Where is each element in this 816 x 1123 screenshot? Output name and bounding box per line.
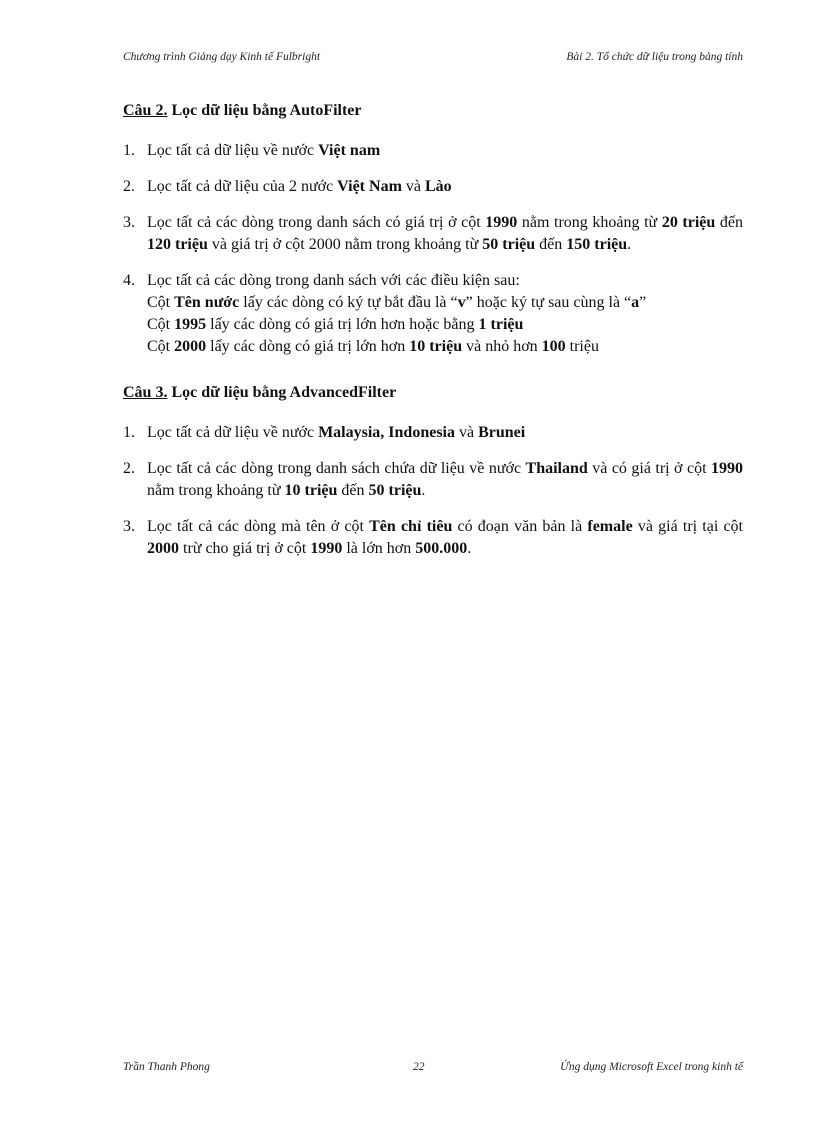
text-run: đến [535, 236, 567, 253]
bold-text: Tên nước [174, 294, 240, 311]
text-run: và [455, 424, 479, 441]
list-item [123, 422, 743, 444]
list-item-number: 2. [123, 178, 135, 195]
section-2-heading [123, 100, 743, 122]
bold-text: Malaysia, Indonesia [318, 424, 455, 441]
text-run: Cột [147, 338, 175, 355]
list-item-number: 3. [123, 214, 135, 231]
section-3-label: Câu 3. [123, 384, 168, 401]
section-2-title: Lọc dữ liệu bằng AutoFilter [167, 102, 362, 119]
list-item-number: 1. [123, 424, 135, 441]
running-header [123, 51, 743, 67]
text-run: và giá trị ở cột 2000 nằm trong khoảng từ [207, 236, 483, 253]
header-course-title: Chương trình Giảng dạy Kinh tế Fulbright [123, 51, 321, 63]
text-run: Cột [147, 294, 175, 311]
text-run: nằm trong khoảng từ [147, 482, 285, 499]
list-item-number: 3. [123, 518, 135, 535]
bold-text: 500.000 [415, 540, 468, 557]
bold-text: 1990 [310, 540, 343, 557]
text-run: . [421, 482, 426, 499]
list-item [123, 270, 743, 358]
text-run: . [627, 236, 632, 253]
list-item [123, 140, 743, 162]
section-3-heading [123, 382, 743, 404]
text-run: Lọc tất cả các dòng trong danh sách có giá trị ở cột [147, 214, 486, 231]
section-3-list [123, 422, 743, 560]
bold-text: 120 triệu [147, 236, 208, 253]
bold-text: 1995 [174, 316, 207, 333]
bold-text: 10 triệu [284, 482, 338, 499]
text-run: trừ cho giá trị ở cột [179, 540, 311, 557]
bold-text: Tên chỉ tiêu [369, 518, 453, 535]
text-run: lấy các dòng có giá trị lớn hơn [206, 338, 410, 355]
bold-text: v [457, 294, 466, 311]
bold-text: 20 triệu [661, 214, 716, 231]
text-run: là lớn hơn [342, 540, 416, 557]
text-run: và nhỏ hơn [462, 338, 542, 355]
text-run: Lọc tất cả dữ liệu về nước [147, 142, 319, 159]
bold-text: female [587, 518, 633, 535]
footer-author: Trần Thanh Phong [123, 1061, 210, 1073]
text-run: . [467, 540, 472, 557]
section-2-label: Câu 2. [123, 102, 168, 119]
bold-text: Brunei [478, 424, 526, 441]
list-item [123, 458, 743, 502]
text-run: nằm trong khoảng từ [517, 214, 662, 231]
page-number: 22 [413, 1061, 425, 1073]
list-item [123, 516, 743, 560]
header-lesson-title: Bài 2. Tổ chức dữ liệu trong bảng tính [566, 51, 743, 63]
bold-text: 150 triệu [566, 236, 628, 253]
text-run: lấy các dòng có giá trị lớn hơn hoặc bằng [206, 316, 479, 333]
section-3-title: Lọc dữ liệu bằng AdvancedFilter [167, 384, 397, 401]
bold-text: Việt Nam [337, 178, 402, 195]
text-run: và giá trị tại cột [632, 518, 743, 535]
list-item [123, 212, 743, 256]
running-footer [123, 1061, 743, 1077]
bold-text: Việt nam [318, 142, 381, 159]
text-run: đến [715, 214, 743, 231]
bold-text: 1990 [711, 460, 743, 477]
bold-text: Thailand [525, 460, 588, 477]
footer-book-title: Ứng dụng Microsoft Excel trong kinh tế [560, 1061, 743, 1073]
bold-text: 2000 [147, 540, 179, 557]
text-run: triệu [565, 338, 599, 355]
text-run: Lọc tất cả các dòng trong danh sách với các điều kiện sau: [147, 272, 520, 289]
bold-text: 50 triệu [482, 236, 536, 253]
text-run: ” hoặc ký tự sau cùng là “ [465, 294, 632, 311]
list-item-number: 2. [123, 460, 135, 477]
text-run: đến [337, 482, 369, 499]
bold-text: 50 triệu [368, 482, 422, 499]
bold-text: 1 triệu [478, 316, 524, 333]
text-run: ” [639, 294, 647, 311]
list-item [123, 176, 743, 198]
list-item-number: 4. [123, 272, 135, 289]
bold-text: 10 triệu [409, 338, 463, 355]
bold-text: 1990 [485, 214, 518, 231]
list-item-number: 1. [123, 142, 135, 159]
text-run: lấy các dòng có ký tự bắt đầu là “ [239, 294, 458, 311]
text-run: Lọc tất cả dữ liệu về nước [147, 424, 319, 441]
text-run: Lọc tất cả dữ liệu của 2 nước [147, 178, 338, 195]
text-run: Cột [147, 316, 175, 333]
text-run: và [401, 178, 425, 195]
bold-text: a [631, 294, 640, 311]
bold-text: 2000 [174, 338, 207, 355]
bold-text: Lào [425, 178, 452, 195]
text-run: Lọc tất cả các dòng mà tên ở cột [147, 518, 370, 535]
text-run: có đoạn văn bản là [452, 518, 588, 535]
bold-text: 100 [541, 338, 566, 355]
text-run: và có giá trị ở cột [587, 460, 711, 477]
text-run: Lọc tất cả các dòng trong danh sách chứa dữ liệu về nước [147, 460, 526, 477]
document-body [123, 100, 743, 574]
section-2-list [123, 140, 743, 358]
